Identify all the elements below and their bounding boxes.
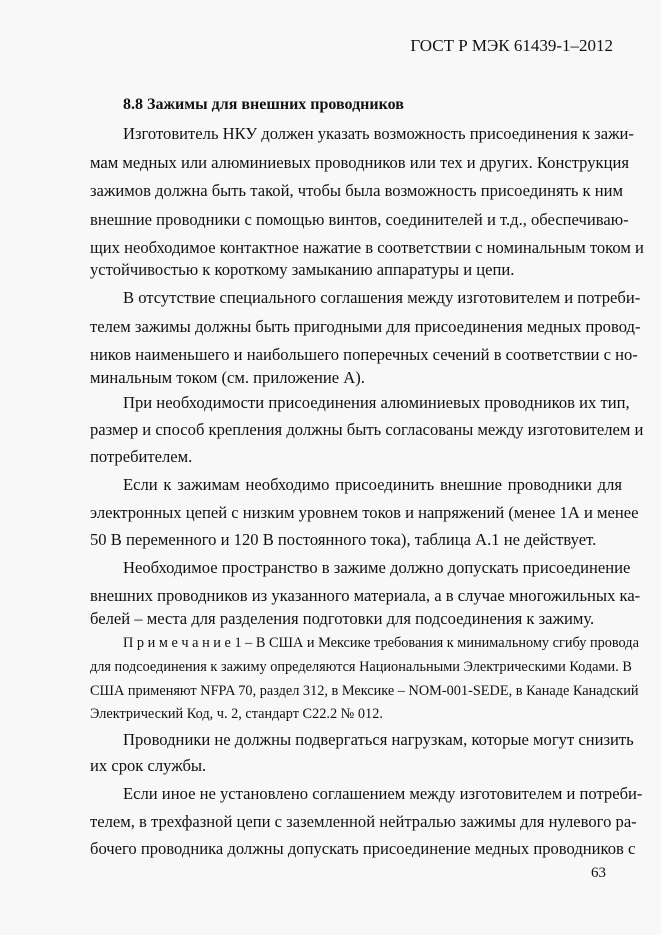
paragraph-line: Проводники не должны подвергаться нагрузкам, которые могут снизить bbox=[123, 730, 634, 749]
paragraph-line: внешних проводников из указанного материала, а в случае многожильных ка- bbox=[90, 586, 641, 605]
paragraph-line: ников наименьшего и наибольшего поперечных сечений в соответствии с но- bbox=[90, 345, 638, 364]
note-line: для подсоединения к зажиму определяются Национальными Электрическими Кодами. В bbox=[90, 659, 632, 675]
note-line: Электрический Код, ч. 2, стандарт С22.2 № 012. bbox=[90, 706, 383, 722]
paragraph-line: потребителем. bbox=[90, 447, 193, 466]
paragraph-line: белей – места для разделения подготовки для подсоединения к зажиму. bbox=[90, 609, 595, 628]
note-line: США применяют NFPA 70, раздел 312, в Мексике – NOM-001-SEDE, в Канаде Канадский bbox=[90, 683, 639, 699]
paragraph-line: размер и способ крепления должны быть согласованы между изготовителем и bbox=[90, 420, 644, 439]
paragraph-line: Если иное не установлено соглашением между изготовителем и потреби- bbox=[123, 784, 643, 803]
paragraph-line: В отсутствие специального соглашения между изготовителем и потреби- bbox=[123, 288, 641, 307]
paragraph-line: минальным током (см. приложение А). bbox=[90, 368, 365, 387]
paragraph-line: зажимов должна быть такой, чтобы была возможность присоединять к ним bbox=[90, 181, 624, 200]
paragraph-line: 50 В переменного и 120 В постоянного тока), таблица А.1 не действует. bbox=[90, 530, 597, 549]
page-number: 63 bbox=[591, 865, 606, 881]
paragraph-line: щих необходимое контактное нажатие в соответствии с номинальным током и bbox=[90, 238, 644, 257]
paragraph-line: Изготовитель НКУ должен указать возможность присоединения к зажи- bbox=[123, 124, 634, 143]
paragraph-line: их срок службы. bbox=[90, 756, 207, 775]
section-heading: 8.8 Зажимы для внешних проводников bbox=[123, 96, 404, 113]
paragraph-line: мам медных или алюминиевых проводников или тех и других. Конструкция bbox=[90, 153, 630, 172]
paragraph-line: внешние проводники с помощью винтов, соединителей и т.д., обеспечиваю- bbox=[90, 210, 629, 229]
paragraph-line: Если к зажимам необходимо присоединить внешние проводники для bbox=[123, 475, 622, 494]
paragraph-line: Необходимое пространство в зажиме должно допускать присоединение bbox=[123, 558, 631, 577]
paragraph-line: телем, в трехфазной цепи с заземленной нейтралью зажимы для нулевого ра- bbox=[90, 812, 637, 831]
paragraph-line: бочего проводника должны допускать присоединение медных проводников с bbox=[90, 839, 636, 858]
paragraph-line: телем зажимы должны быть пригодными для присоединения медных провод- bbox=[90, 317, 641, 336]
paragraph-line: При необходимости присоединения алюминиевых проводников их тип, bbox=[123, 393, 630, 412]
document-header: ГОСТ Р МЭК 61439-1–2012 bbox=[410, 36, 613, 55]
paragraph-line: устойчивостью к короткому замыканию аппаратуры и цепи. bbox=[90, 260, 515, 279]
note-line: П р и м е ч а н и е 1 – В США и Мексике требования к минимальному сгибу провода bbox=[123, 635, 639, 651]
paragraph-line: электронных цепей с низким уровнем токов и напряжений (менее 1А и менее bbox=[90, 503, 639, 522]
